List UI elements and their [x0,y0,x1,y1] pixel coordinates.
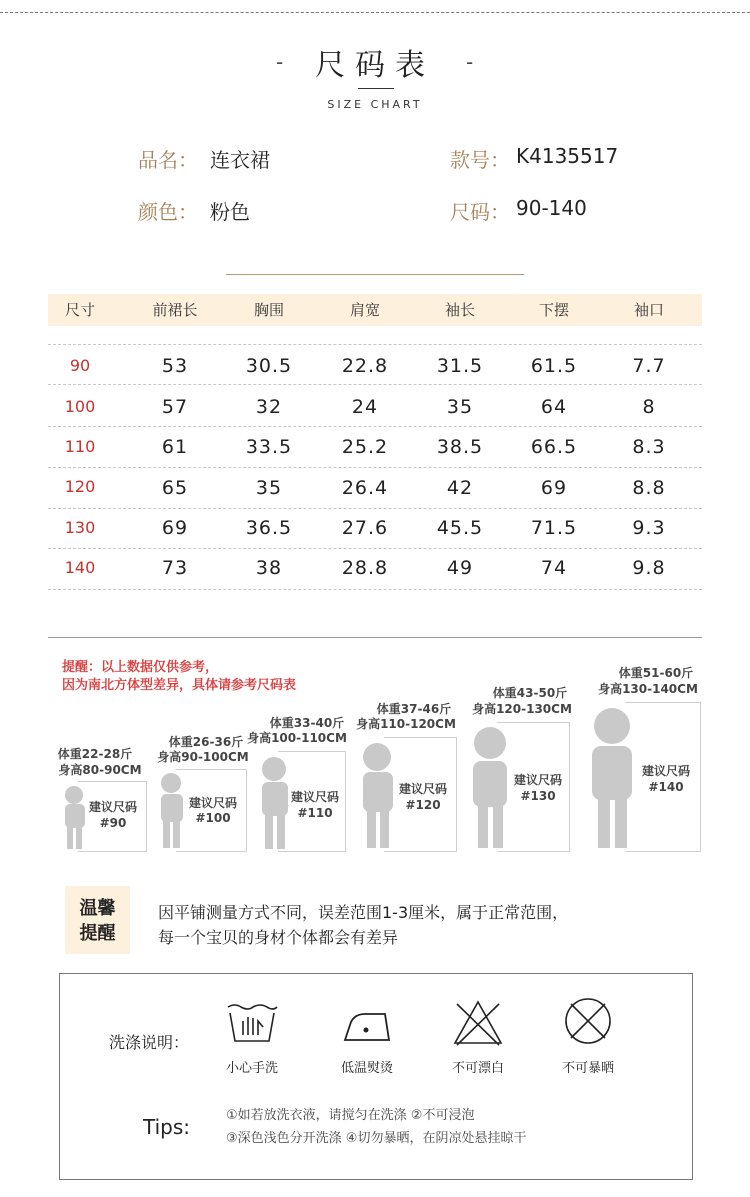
kid-suggest-label: 建议尺码 [188,796,237,810]
kid-weight: 体重33-40斤 [269,716,345,730]
product-name-label: 品名： [138,148,198,172]
table-cell: 35 [255,477,283,499]
table-cell: 8.8 [632,477,666,499]
title-dash-right: - [466,50,474,74]
table-cell: 32 [255,396,283,418]
kid-height: 身高90-100CM [157,750,249,764]
kid-size: #110 [297,806,333,820]
table-cell: 27.6 [341,517,389,539]
kid-size: #120 [405,798,441,812]
kid-height: 身高100-110CM [247,731,347,745]
product-name-value: 连衣裙 [210,148,270,172]
kid-weight: 体重37-46斤 [376,702,452,716]
table-cell: 69 [161,517,189,539]
table-cell: 35 [446,396,474,418]
page-title: 尺码表 [315,48,435,83]
table-cell: 30.5 [245,355,293,377]
warm-tip-line-2: 每一个宝贝的身材个体都会有差异 [158,928,399,947]
table-cell: 69 [540,477,568,499]
warm-tip-label-1: 温馨 [79,898,116,919]
row-size: 130 [64,518,96,537]
table-cell: 61 [161,436,189,458]
table-cell: 49 [446,557,474,579]
kid-height: 身高130-140CM [598,682,698,696]
kid-suggest-label: 建议尺码 [513,773,562,787]
tips-line-1: ①如若放洗衣液，请搅匀在洗涤 ②不可浸泡 [226,1108,475,1123]
kid-suggest-label: 建议尺码 [398,782,447,796]
header-shoulder: 肩宽 [349,301,380,319]
kid-silhouette-icon [358,738,398,850]
row-size: 90 [69,356,91,375]
kid-weight: 体重26-36斤 [168,735,244,749]
size-range-label: 尺码： [450,200,510,224]
low-iron-icon [341,1006,393,1046]
header-sleeve: 袖长 [444,301,475,319]
table-cell: 73 [161,557,189,579]
table-cell: 36.5 [245,517,293,539]
style-number-value: K4135517 [516,144,619,168]
table-cell: 8.3 [632,436,666,458]
row-size: 140 [64,558,96,577]
size-range-value: 90-140 [516,196,587,220]
header-size: 尺寸 [64,301,95,319]
hand-wash-icon [225,1001,279,1045]
tips-line-2: ③深色浅色分开洗涤 ④切勿暴晒，在阴凉处悬挂晾干 [226,1131,527,1146]
kid-size: #140 [648,780,684,794]
header-chest: 胸围 [253,301,284,319]
kid-suggest-label: 建议尺码 [88,800,137,814]
row-divider [48,508,702,509]
no-sun-dry-caption: 不可暴晒 [561,1061,614,1076]
kid-weight: 体重51-60斤 [618,666,694,680]
header-front-length: 前裙长 [152,301,198,319]
kid-height: 身高120-130CM [472,702,572,716]
kid-weight: 体重22-28斤 [57,747,133,761]
row-divider [48,467,702,468]
header-hem: 下摆 [538,301,569,319]
table-cell: 33.5 [245,436,293,458]
table-cell: 66.5 [530,436,578,458]
kid-height: 身高110-120CM [356,717,456,731]
row-size: 120 [64,477,96,496]
table-cell: 74 [540,557,568,579]
kid-weight: 体重43-50斤 [492,686,568,700]
title-dash-left: - [276,50,284,74]
table-cell: 9.8 [632,557,666,579]
table-cell: 71.5 [530,517,578,539]
header-cuff: 袖口 [633,301,664,319]
table-cell: 64 [540,396,568,418]
table-cell: 38.5 [436,436,484,458]
row-divider [48,548,702,549]
warm-tip-label-2: 提醒 [79,923,116,944]
kid-size: #100 [195,811,231,825]
table-cell: 22.8 [341,355,389,377]
reminder-line-2: 因为南北方体型差异，具体请参考尺码表 [62,678,297,693]
no-bleach-caption: 不可漂白 [451,1061,504,1076]
table-cell: 65 [161,477,189,499]
top-dashed-border [0,12,750,13]
row-divider [48,344,702,345]
hand-wash-caption: 小心手洗 [225,1061,278,1076]
table-cell: 28.8 [341,557,389,579]
tips-label: Tips: [143,1115,191,1139]
page-subtitle: SIZE CHART [327,98,423,111]
title-underline [358,88,394,89]
section-divider [226,274,524,275]
kid-suggest-label: 建议尺码 [290,790,339,804]
table-cell: 9.3 [632,517,666,539]
table-cell: 31.5 [436,355,484,377]
low-iron-caption: 低温熨烫 [340,1061,393,1076]
warm-tip-line-1: 因平铺测量方式不同，误差范围1-3厘米，属于正常范围， [158,903,569,922]
kid-height: 身高80-90CM [58,763,142,777]
table-cell: 8 [642,396,656,418]
kid-size: #90 [99,816,127,830]
table-cell: 38 [255,557,283,579]
table-cell: 61.5 [530,355,578,377]
table-cell: 25.2 [341,436,389,458]
kid-silhouette-icon [587,702,639,850]
table-cell: 24 [351,396,379,418]
care-label: 洗涤说明： [109,1033,190,1052]
kid-suggest-label: 建议尺码 [641,764,690,778]
reminder-line-1: 提醒：以上数据仅供参考， [62,660,219,675]
row-size: 110 [64,437,96,456]
kid-size: #130 [520,789,556,803]
table-cell: 42 [446,477,474,499]
row-divider [48,384,702,385]
table-cell: 26.4 [341,477,389,499]
row-size: 100 [64,397,96,416]
no-bleach-icon [452,999,504,1047]
table-cell: 53 [161,355,189,377]
table-cell: 7.7 [632,355,666,377]
style-number-label: 款号： [450,148,510,172]
table-cell: 45.5 [436,517,484,539]
table-cell: 57 [161,396,189,418]
row-divider [48,589,702,590]
no-sun-dry-icon [563,996,613,1046]
color-value: 粉色 [210,200,250,224]
section-divider [48,637,702,638]
color-label: 颜色： [138,200,198,224]
row-divider [48,426,702,427]
